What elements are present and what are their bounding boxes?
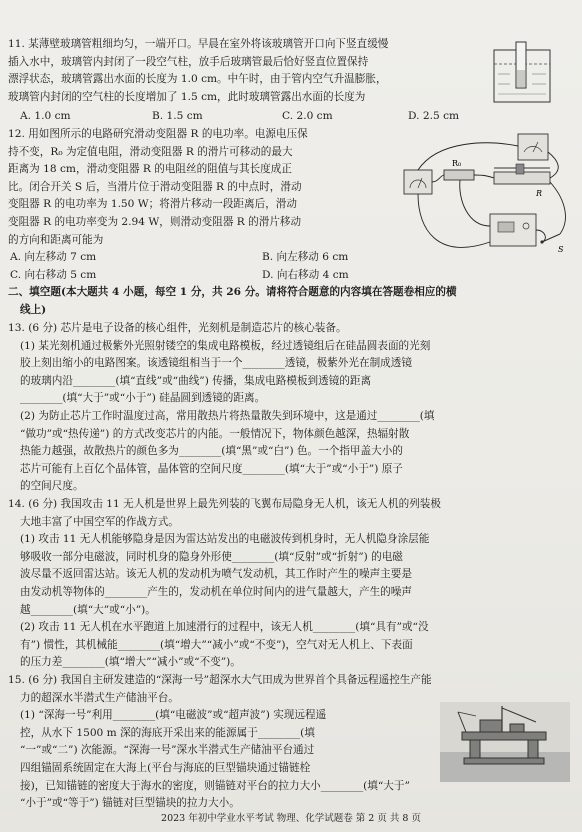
- q11-option-b: B. 1.5 cm: [152, 110, 203, 122]
- q13-line-4: 的玻璃内沿________(填“直线”或“曲线”) 传播，集成电路模板到透镜的距离: [20, 374, 372, 387]
- q11-option-c: C. 2.0 cm: [282, 110, 333, 122]
- q13-line-7: “做功”或“热传递”) 的方式改变芯片的内能。一般情况下，物体颜色越深，热辐射散: [20, 427, 410, 440]
- q14-line-7: 越________(填“大”或“小”)。: [20, 603, 156, 616]
- q15-line-2: 力的超深水半潜式生产储油平台。: [20, 691, 179, 704]
- q12-options: [10, 249, 410, 285]
- q13-line-2: (1) 某光刻机通过极紫外光照射镂空的集成电路模板，经过透镜组后在硅晶圆表面的光刻: [20, 339, 431, 352]
- q13-line-9: 芯片可能有上百亿个晶体管，晶体管的空间尺度________(填“大于”或“小于”) 原子: [20, 462, 403, 475]
- q15-line-5: “一”或“二”) 次能源。“深海一号”深水半潜式生产储油平台通过: [20, 744, 315, 757]
- q11-line-1: 11. 某薄壁玻璃管粗细均匀，一端开口。早晨在室外将该玻璃管开口向下竖直缓慢: [8, 38, 389, 50]
- figure-label-r0: R₀: [452, 159, 462, 168]
- q11-options: [10, 108, 570, 126]
- q11-option-a: A. 1.0 cm: [20, 110, 71, 122]
- q14-line-1: 14. (6 分) 我国攻击 11 无人机是世界上最先列装的飞翼布局隐身无人机，该无人机的列装极: [8, 498, 441, 510]
- q15-platform-figure: [440, 702, 570, 782]
- figure-label-s: S: [558, 245, 564, 254]
- question-13: [8, 320, 570, 496]
- q12-option-c: C. 向右移动 5 cm: [10, 269, 97, 281]
- q14-line-3: (1) 攻击 11 无人机能够隐身是因为雷达站发出的电磁波传到机身时，无人机隐身涂层能: [20, 533, 430, 546]
- q12-line-1: 12. 用如图所示的电路研究滑动变阻器 R 的电功率。电源电压保: [8, 128, 308, 140]
- q15-line-6: 四组锚固系统固定在大海上(平台与海底的巨型锚块通过锚链栓: [20, 761, 311, 774]
- question-11: [8, 36, 570, 106]
- q12-line-2: 持不变，R₀ 为定值电阻，滑动变阻器 R 的滑片可移动的最大: [8, 145, 293, 158]
- q12-line-5: 变阻器 R 的电功率为 1.50 W；将滑片移动一段距离后，滑动: [8, 198, 297, 211]
- figure-label-r: R: [536, 189, 543, 198]
- q12-line-6: 变阻器 R 的电功率变为 2.94 W，则滑动变阻器 R 的滑片移动: [8, 215, 302, 228]
- q12-line-4: 比。闭合开关 S 后，当滑片位于滑动变阻器 R 的中点时，滑动: [8, 180, 302, 193]
- q14-line-10: 的压力差________(填“增大”“减小”或“不变”)。: [20, 656, 241, 669]
- q14-line-5: 波尽量不返回雷达站。该无人机的发动机为喷气发动机，其工作时产生的噪声主要是: [20, 568, 412, 581]
- q11-tube-figure: [488, 40, 558, 106]
- q13-line-5: ________(填“大于”或“小于”) 硅晶圆到透镜的距离。: [20, 392, 266, 405]
- q15-line-8: “小于”或“等于”) 锚链对巨型锚块的拉力大小。: [20, 797, 240, 810]
- section-2-description-2: 线上): [20, 303, 47, 316]
- q14-line-4: 够吸收一部分电磁波，同时机身的隐身外形使________(填“反射”或“折射”) 的电磁: [20, 550, 403, 563]
- q11-line-3: 漂浮状态，玻璃管露出水面的长度为 1.0 cm。中午时，由于管内空气升温膨胀，: [8, 73, 387, 86]
- q11-option-d: D. 2.5 cm: [408, 110, 460, 122]
- q12-option-d: D. 向右移动 4 cm: [262, 269, 349, 281]
- q14-line-2: 大地丰富了中国空军的作战方式。: [20, 515, 179, 528]
- q13-line-1: 13. (6 分) 芯片是电子设备的核心组件，光刻机是制造芯片的核心装备。: [8, 322, 347, 334]
- q15-line-4: 控，从水下 1500 m 深的海底开采出来的能源属于________(填: [20, 726, 315, 739]
- q12-line-3: 距离为 18 cm，滑动变阻器 R 的电阻丝的阻值与其长度成正: [8, 163, 292, 176]
- q13-line-10: 的空间尺度。: [20, 480, 84, 493]
- question-14: [8, 496, 570, 672]
- q14-line-6: 由发动机等物体的________产生的，发动机在单位时间内的进气量越大，产生的噪声: [20, 585, 412, 598]
- q14-line-9: 有”) 惯性，其机械能________(填“增大”“减小”或“不变”)，空气对无人机上、下表面: [20, 638, 413, 651]
- q15-line-7: 接)，已知锚链的密度大于海水的密度，则锚链对平台的拉力大小________(填“大于”: [20, 779, 410, 792]
- q11-line-4: 玻璃管内封闭的空气柱的长度增加了 1.5 cm，此时玻璃管露出水面的长度为: [8, 90, 366, 103]
- q15-line-3: (1) “深海一号”利用________(填“电磁波”或“超声波”) 实现远程遥: [20, 709, 327, 722]
- q13-line-6: (2) 为防止芯片工作时温度过高，常用散热片将热量散失到环境中，这是通过________(填: [20, 409, 435, 422]
- q15-line-1: 15. (6 分) 我国自主研发建造的“深海一号”超深水大气田成为世界首个具备远程遥控生产能: [8, 674, 432, 686]
- page-footer: 2023 年初中学业水平考试 物理、化学试题卷 第 2 页 共 8 页: [161, 813, 421, 824]
- q13-line-8: 热能力越强，故散热片的颜色多为________(填“黑”或“白”) 色。一个指甲盖大小的: [20, 445, 403, 458]
- q12-option-a: A. 向左移动 7 cm: [10, 251, 97, 263]
- section-2-title: 二、填空题: [8, 286, 61, 298]
- section-2-description: (本大题共 4 小题，每空 1 分，共 26 分。请将符合题意的内容填在答题卷相应的横: [60, 286, 457, 298]
- q14-line-8: (2) 攻击 11 无人机在水平跑道上加速滑行的过程中，该无人机________(填“具有”或“没: [20, 621, 429, 634]
- section-2-header: [8, 284, 570, 319]
- q11-line-2: 插入水中，玻璃管内封闭了一段空气柱，放手后玻璃管最后恰好竖直位置保持: [8, 55, 369, 68]
- q12-circuit-figure: [398, 130, 574, 270]
- q12-line-7: 的方向和距离可能为: [8, 233, 104, 246]
- q13-line-3: 胶上刻出缩小的电路图案。该透镜组相当于一个________透镜，极紫外光在制成透镜: [20, 357, 412, 370]
- q12-option-b: B. 向左移动 6 cm: [262, 251, 349, 263]
